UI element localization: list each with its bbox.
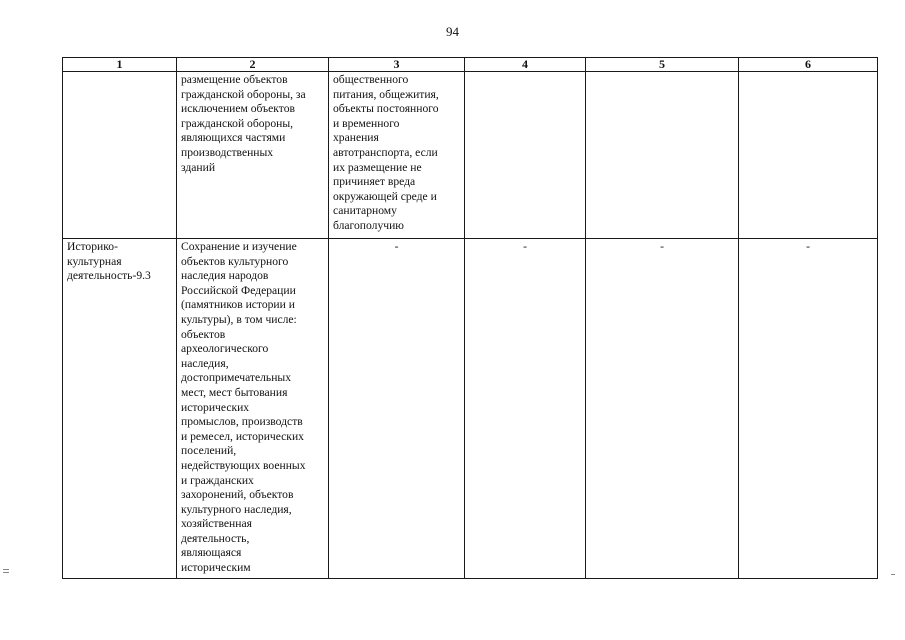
column-header-6: 6 — [739, 58, 878, 72]
table-row — [63, 239, 878, 579]
text-line: недействующих военных — [181, 458, 306, 472]
text-line: их размещение не — [333, 160, 422, 174]
right-scan-mark — [891, 574, 895, 575]
text-line: (памятников истории и — [181, 298, 295, 312]
regulation-table — [62, 57, 878, 579]
row1-col4-text — [465, 72, 585, 73]
text-line: культуры), в том числе: — [181, 312, 297, 326]
text-line: историческим — [181, 561, 251, 575]
column-header-5: 5 — [586, 58, 739, 72]
text-line: причиняет вреда — [333, 175, 416, 189]
text-line: Историко- — [67, 240, 118, 253]
text-line: гражданской обороны, за — [181, 87, 306, 101]
row2-col2-text — [177, 239, 328, 576]
text-line: исключением объектов — [181, 102, 295, 116]
text-line: и гражданских — [181, 473, 254, 487]
row2-col4-cell — [465, 239, 586, 579]
text-line: культурного наследия, — [181, 502, 292, 516]
text-line: культурная — [67, 254, 122, 268]
column-header-3: 3 — [329, 58, 465, 72]
left-scan-mark — [3, 569, 9, 570]
text-line: хранения — [333, 131, 379, 145]
text-line: питания, общежития, — [333, 87, 439, 101]
row2-col6-dash: - — [806, 240, 810, 253]
row2-col6-cell — [739, 239, 878, 579]
text-line: санитарному — [333, 204, 397, 218]
text-line: археологического — [181, 342, 269, 356]
text-line: наследия народов — [181, 269, 269, 283]
text-line: и ремесел, исторических — [181, 429, 304, 443]
row2-col5-cell — [586, 239, 739, 579]
column-header-4: 4 — [465, 58, 586, 72]
text-line: Российской Федерации — [181, 283, 296, 297]
text-line: поселений, — [181, 444, 237, 458]
text-line: являющаяся — [181, 546, 242, 560]
text-line: благополучию — [333, 218, 404, 232]
text-line: и временного — [333, 116, 400, 130]
row2-col3-dash: - — [394, 240, 399, 253]
text-line: достопримечательных — [181, 371, 291, 385]
text-line: исторических — [181, 400, 250, 414]
column-header-1: 1 — [63, 58, 177, 72]
text-line: промыслов, производств — [181, 415, 303, 429]
row1-col6-text — [739, 72, 877, 73]
table-header-row — [63, 58, 878, 72]
text-line: общественного — [333, 73, 409, 86]
text-line: захоронений, объектов — [181, 488, 294, 502]
text-line: объектов культурного — [181, 254, 289, 268]
row1-col2-text — [177, 72, 328, 175]
text-line: окружающей среде и — [333, 189, 437, 203]
text-line: гражданской обороны, — [181, 116, 294, 130]
row1-col5-text — [586, 72, 738, 73]
row1-col1-text — [63, 72, 176, 73]
row1-col4-cell — [465, 72, 586, 239]
text-line: объектов — [181, 327, 226, 341]
text-line: производственных — [181, 145, 274, 159]
table-row — [63, 72, 878, 239]
text-line: являющихся частями — [181, 131, 286, 145]
row1-col2-cell — [177, 72, 329, 239]
text-line: наследия, — [181, 356, 229, 370]
text-line: зданий — [181, 160, 216, 174]
text-line: размещение объектов — [181, 73, 288, 86]
row2-col1-text — [63, 239, 176, 284]
row1-col5-cell — [586, 72, 739, 239]
text-line: деятельность, — [181, 531, 250, 545]
row2-col5-dash: - — [660, 240, 664, 253]
row2-col2-cell — [177, 239, 329, 579]
text-line: деятельность-9.3 — [67, 269, 151, 283]
text-line: хозяйственная — [181, 517, 252, 531]
text-line: мест, мест бытования — [181, 385, 288, 399]
row2-col4-dash: - — [523, 240, 527, 253]
row2-col3-cell — [329, 239, 465, 579]
page-number: 94 — [446, 24, 459, 39]
row1-col3-cell — [329, 72, 465, 239]
row1-col3-text — [329, 72, 464, 234]
text-line: объекты постоянного — [333, 102, 439, 116]
row1-col1-cell — [63, 72, 177, 239]
column-header-2: 2 — [177, 58, 329, 72]
row1-col6-cell — [739, 72, 878, 239]
left-scan-mark — [3, 572, 9, 573]
text-line: Сохранение и изучение — [181, 240, 297, 253]
text-line: автотранспорта, если — [333, 145, 438, 159]
row2-col1-cell — [63, 239, 177, 579]
